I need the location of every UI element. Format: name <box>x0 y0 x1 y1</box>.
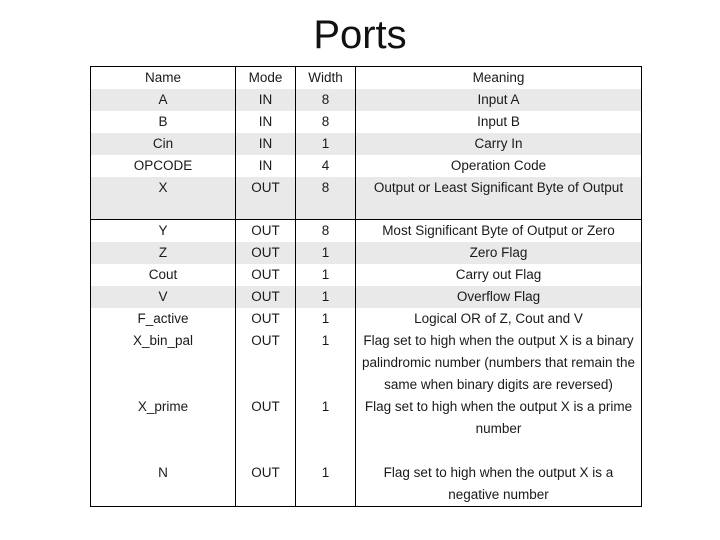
table-row <box>91 89 642 111</box>
port-mode: OUT <box>236 264 296 286</box>
port-width: 1 <box>296 242 356 264</box>
table-header-row <box>91 67 642 90</box>
port-name: Cout <box>91 264 236 286</box>
port-name: A <box>91 89 236 111</box>
port-name: B <box>91 111 236 133</box>
port-mode: OUT <box>236 396 296 462</box>
ports-table <box>90 66 642 507</box>
table-row <box>91 177 642 219</box>
page-title: Ports <box>313 13 407 57</box>
port-name: X <box>91 177 236 219</box>
port-name: X_bin_pal <box>91 330 236 396</box>
table-row <box>91 264 642 286</box>
port-width: 1 <box>296 330 356 396</box>
port-mode: IN <box>236 111 296 133</box>
port-meaning: Output or Least Significant Byte of Output <box>356 177 642 219</box>
port-mode: OUT <box>236 242 296 264</box>
port-mode: OUT <box>236 177 296 219</box>
port-name: F_active <box>91 308 236 330</box>
port-meaning: Zero Flag <box>356 242 642 264</box>
port-width: 1 <box>296 462 356 507</box>
table-row <box>91 133 642 155</box>
port-meaning: Input A <box>356 89 642 111</box>
table-row <box>91 111 642 133</box>
port-mode: OUT <box>236 286 296 308</box>
port-meaning: Flag set to high when the output X is a binary palindromic number (numbers that remain the same when binary digits are reversed) <box>356 330 642 396</box>
header-name: Name <box>91 67 236 90</box>
port-meaning: Carry In <box>356 133 642 155</box>
table-row <box>91 330 642 396</box>
port-mode: IN <box>236 89 296 111</box>
port-mode: IN <box>236 155 296 177</box>
table-row <box>91 462 642 507</box>
header-meaning: Meaning <box>356 67 642 90</box>
port-meaning: Overflow Flag <box>356 286 642 308</box>
port-mode: OUT <box>236 308 296 330</box>
port-width: 8 <box>296 177 356 219</box>
port-meaning: Flag set to high when the output X is a negative number <box>356 462 642 507</box>
port-width: 1 <box>296 133 356 155</box>
port-name: X_prime <box>91 396 236 462</box>
port-name: Cin <box>91 133 236 155</box>
table-row <box>91 155 642 177</box>
port-width: 8 <box>296 89 356 111</box>
port-meaning: Operation Code <box>356 155 642 177</box>
table-row <box>91 242 642 264</box>
table-row <box>91 286 642 308</box>
port-width: 1 <box>296 308 356 330</box>
port-mode: OUT <box>236 219 296 242</box>
port-width: 1 <box>296 396 356 462</box>
port-width: 1 <box>296 264 356 286</box>
port-name: Z <box>91 242 236 264</box>
port-name: Y <box>91 219 236 242</box>
table-row <box>91 219 642 242</box>
port-name: OPCODE <box>91 155 236 177</box>
port-width: 8 <box>296 111 356 133</box>
port-width: 8 <box>296 219 356 242</box>
table-row <box>91 308 642 330</box>
port-meaning: Logical OR of Z, Cout and V <box>356 308 642 330</box>
port-meaning: Most Significant Byte of Output or Zero <box>356 219 642 242</box>
header-width: Width <box>296 67 356 90</box>
port-meaning: Input B <box>356 111 642 133</box>
port-name: N <box>91 462 236 507</box>
port-width: 4 <box>296 155 356 177</box>
port-width: 1 <box>296 286 356 308</box>
port-mode: IN <box>236 133 296 155</box>
table-row <box>91 396 642 462</box>
port-meaning: Carry out Flag <box>356 264 642 286</box>
port-mode: OUT <box>236 330 296 396</box>
port-name: V <box>91 286 236 308</box>
header-mode: Mode <box>236 67 296 90</box>
port-mode: OUT <box>236 462 296 507</box>
port-meaning: Flag set to high when the output X is a prime number <box>356 396 642 462</box>
